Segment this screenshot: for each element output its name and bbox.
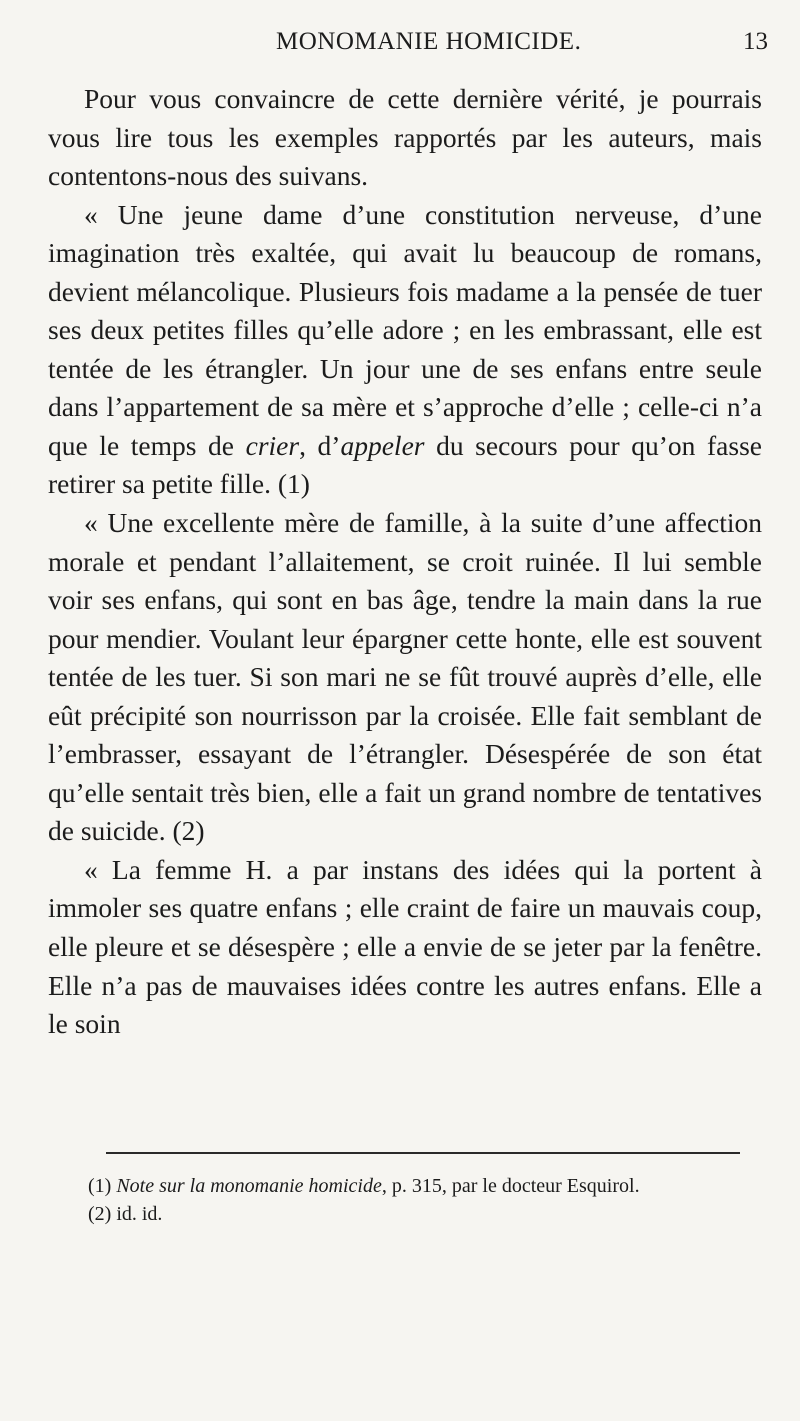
paragraph-2-text-a: « Une jeune dame d’une constitution nerveuse, d’une imagination très exaltée, qui avait lu beaucoup de romans, devient mélancolique. Plusieurs fois madame a la pensée de tuer ses deux petites filles qu’elle adore ; en les embrassant, elle est tentée de les étrangler. Un jour une de ses enfans entre seule dans l’appartement de sa mère et s’approche d’elle ; celle-ci n’a que le temps de xyxy=(48,198,762,461)
footnote-1-rest: , p. 315, par le docteur Esquirol. xyxy=(381,1175,640,1197)
footnote-divider xyxy=(106,1152,740,1154)
footnote-2: (2) id. id. xyxy=(88,1203,163,1225)
footnote-1-marker: (1) xyxy=(88,1175,117,1197)
paragraph-2-separator: , d’ xyxy=(299,429,341,461)
emphasis-appeler: appeler xyxy=(340,429,425,461)
footnotes xyxy=(48,1172,762,1228)
paragraph-2 xyxy=(48,196,762,504)
paragraph-3: « Une excellente mère de famille, à la suite d’une affection morale et pendant l’allaitement, se croit ruinée. Il lui semble voir ses enfans, qui sont en bas âge, tendre la main dans la rue pour mendier. Voulant leur épargner cette honte, elle est souvent tentée de les tuer. Si son mari ne se fût trouvé auprès d’elle, elle eût précipité son nourrisson par la croisée. Elle fait semblant de l’embrasser, essayant de l’étrangler. Désespérée de son état qu’elle sentait très bien, elle a fait un grand nombre de tentatives de suicide. (2) xyxy=(48,507,762,847)
paragraph-2-text-b: du secours pour qu’on fasse retirer sa petite fille. (1) xyxy=(48,429,762,500)
paragraph-1: Pour vous convaincre de cette dernière vérité, je pourrais vous lire tous les exemples rapportés par les auteurs, mais contentons-nous des suivans. xyxy=(48,83,762,192)
page-number: 13 xyxy=(743,28,768,55)
footnote-1-title: Note sur la monomanie homicide xyxy=(116,1175,382,1197)
paragraph-4: « La femme H. a par instans des idées qui la portent à immoler ses quatre enfans ; elle craint de faire un mauvais coup, elle pleure et se désespère ; elle a envie de se jeter par la fenêtre. Elle n’a pas de mauvaises idées contre les autres enfans. Elle a le soin xyxy=(48,853,762,1040)
running-header xyxy=(276,28,768,62)
footnote-1 xyxy=(48,1172,762,1200)
main-text xyxy=(48,80,762,1044)
emphasis-crier: crier xyxy=(245,429,300,461)
running-title: MONOMANIE HOMICIDE. xyxy=(276,28,582,55)
